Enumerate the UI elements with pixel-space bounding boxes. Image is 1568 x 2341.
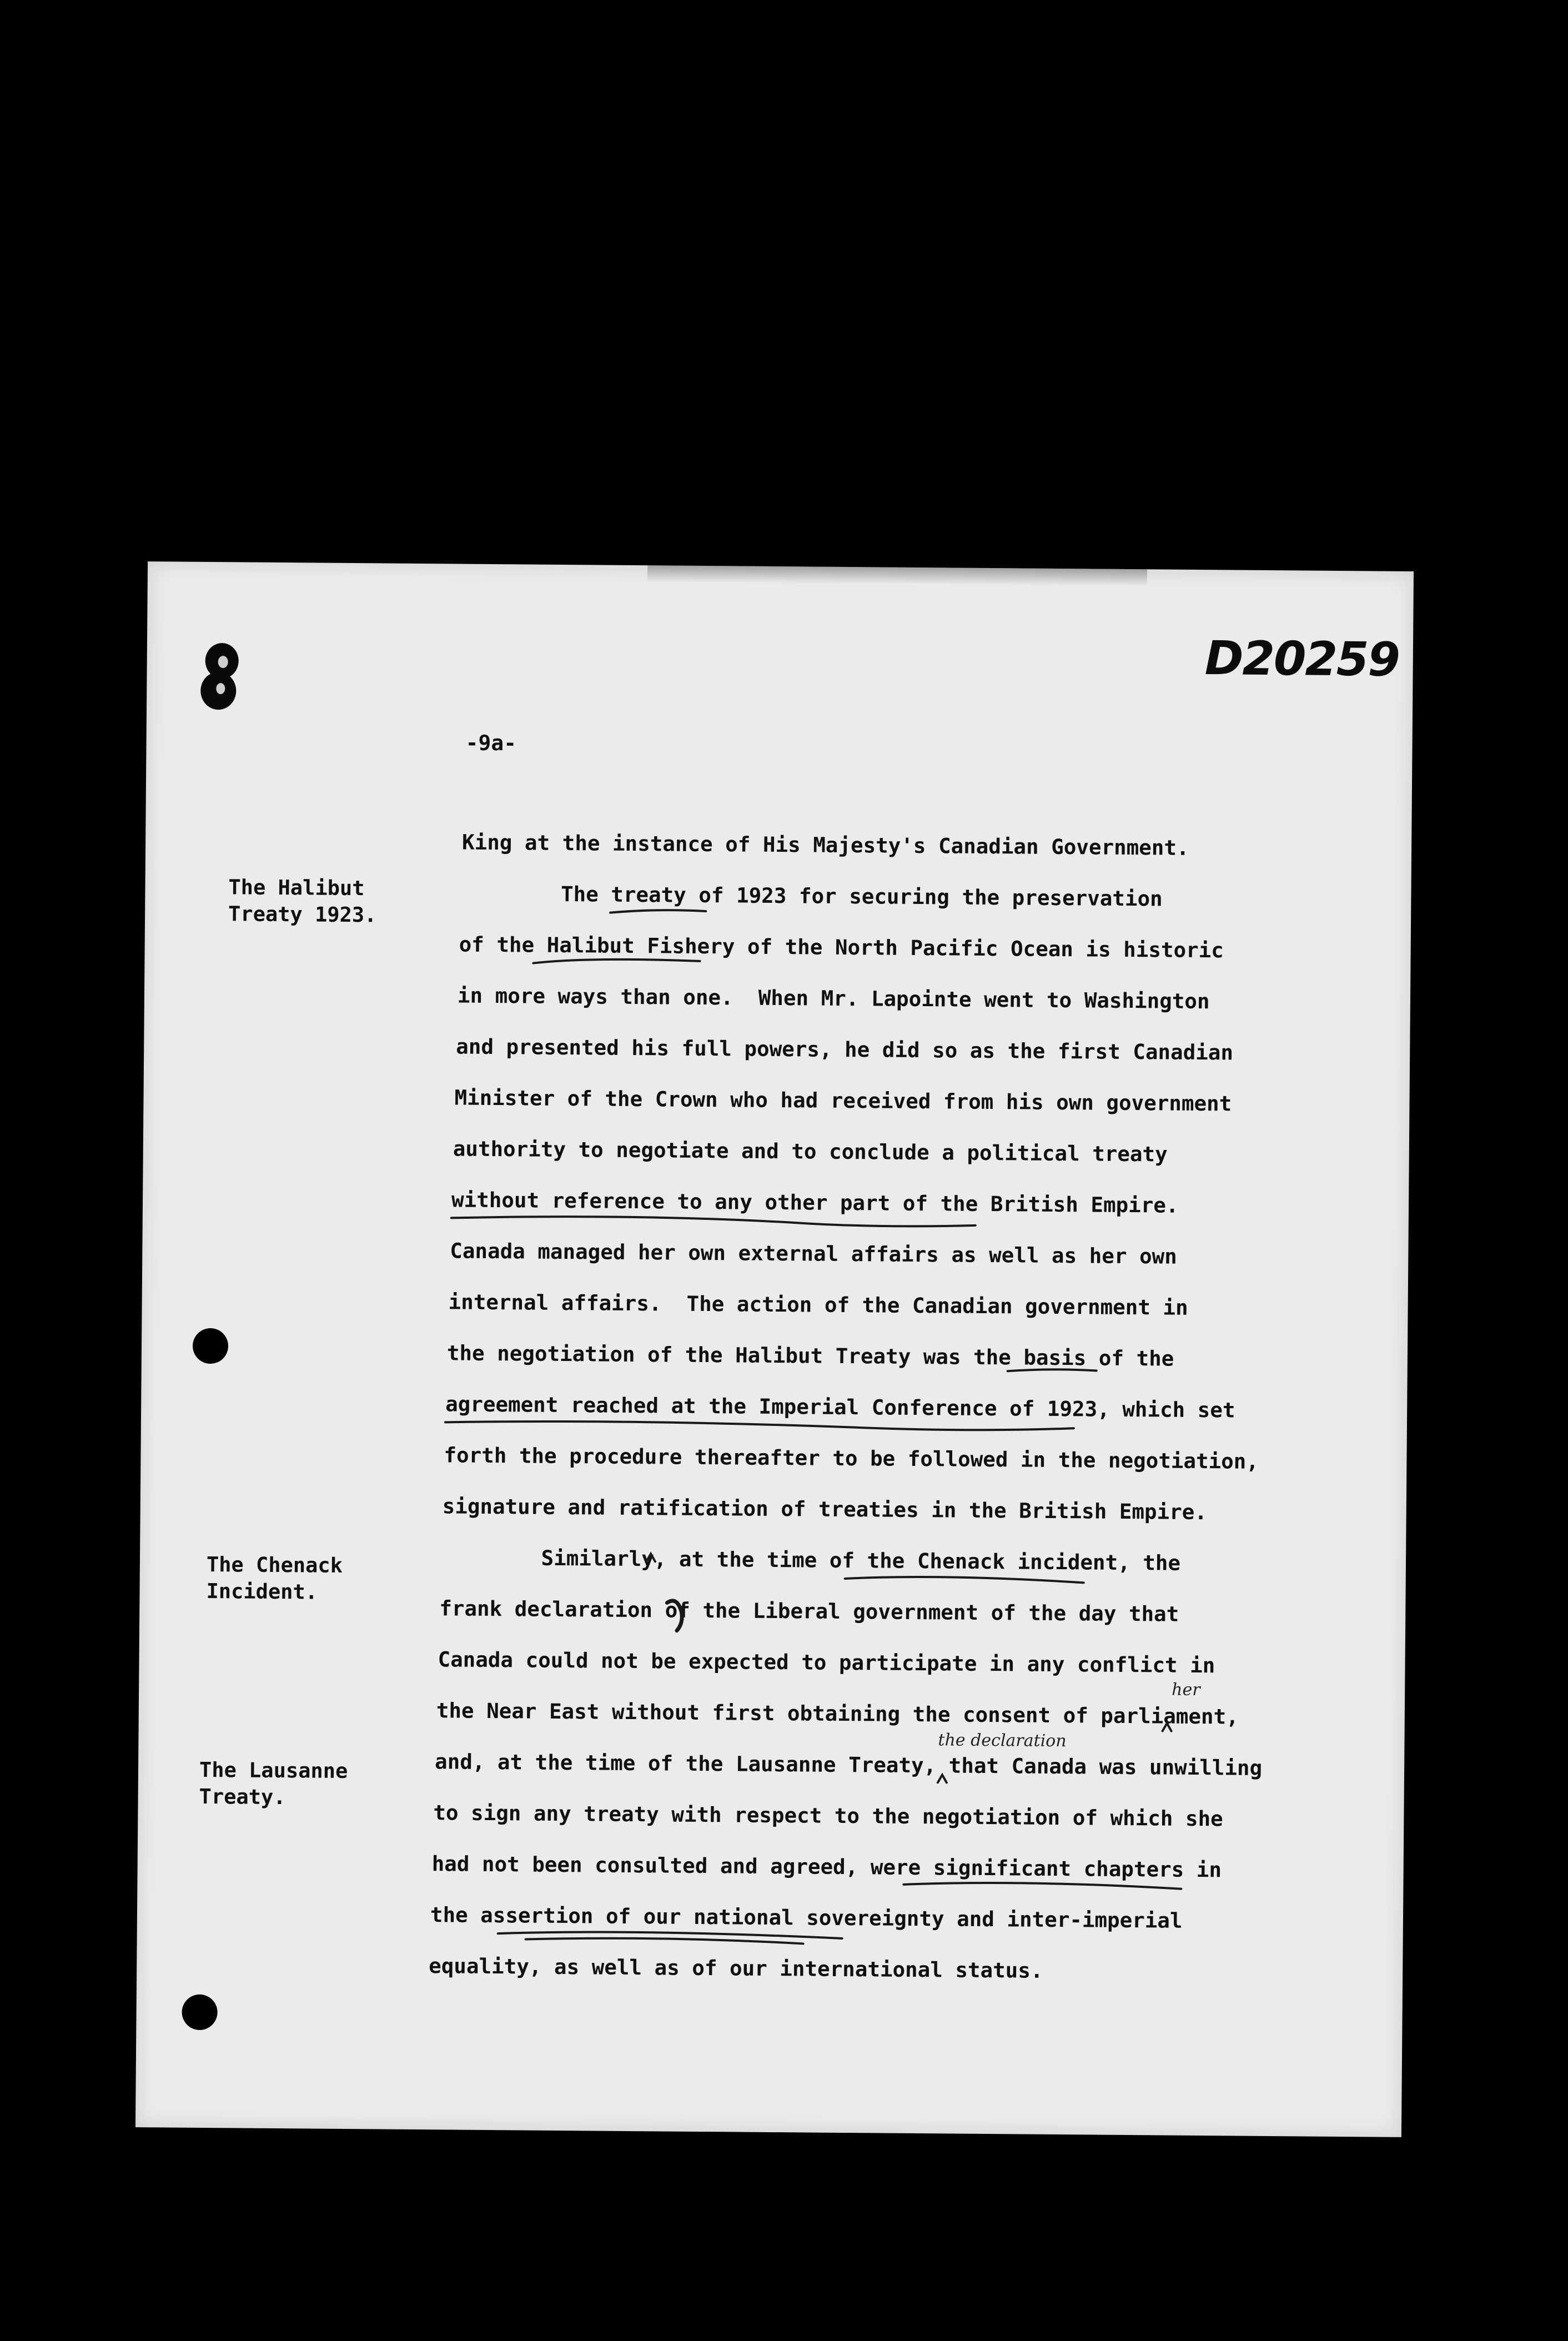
handwritten-insertion-her: her [1172,1680,1200,1700]
document-id: D20259 [1204,631,1400,687]
body-line: equality, as well as of our international status. [429,1953,1043,1983]
body-line: Canada could not be expected to participate in any conflict in [438,1647,1215,1678]
body-line: the negotiation of the Halibut Treaty was the basis of the [446,1340,1174,1371]
underline-chenack-incident [845,1576,1084,1583]
body-line: and presented his full powers, he did so as the first Canadian [456,1034,1234,1065]
underline-treaty-1923 [610,910,706,913]
punch-hole-lower [182,1995,218,2031]
body-line: and, at the time of the Lausanne Treaty, that Canada was unwilling [434,1749,1263,1780]
body-line: Canada managed her own external affairs as well as her own [450,1238,1177,1269]
body-line: internal affairs. The action of the Canadian government in [448,1289,1188,1320]
page-number: -9a- [465,730,517,756]
body-line: agreement reached at the Imperial Conference of 1923, which set [445,1391,1235,1423]
body-line: frank declaration of the Liberal government of the day that [439,1596,1179,1626]
body-line: the assertion of our national sovereignty and inter-imperial [430,1902,1183,1933]
underline-significant-chapters [903,1882,1181,1889]
margin-note-lausanne: The Lausanne Treaty. [199,1757,348,1810]
underline-without-reference [451,1215,976,1227]
underline-agreement [445,1420,1074,1431]
body-line: in more ways than one. When Mr. Lapointe went to Washington [457,983,1210,1014]
body-line: Minister of the Crown who had received from his own government [454,1085,1232,1116]
handwritten-insertion-declaration: the declaration [938,1730,1067,1751]
body-line: to sign any treaty with respect to the negotiation of which she [433,1800,1223,1831]
body-line: forth the procedure thereafter to be followed in the negotiation, [444,1443,1259,1474]
body-line: without reference to any other part of the British Empire. [451,1187,1179,1218]
body-line: the Near East without first obtaining the consent of parliament, [436,1698,1239,1729]
body-line: of the Halibut Fishery of the North Pacific Ocean is historic [459,932,1224,963]
underline-assertion [498,1931,842,1938]
margin-note-halibut: The Halibut Treaty 1923. [228,875,377,927]
body-line: Similarly, at the time of the Chenack incident, the [440,1545,1181,1575]
punch-hole-upper [193,1328,229,1364]
underline-national-sovereignty [526,1937,803,1943]
body-line: King at the instance of His Majesty's Canadian Government. [461,830,1189,860]
body-line: signature and ratification of treaties in the British Empire. [442,1494,1208,1525]
document-page [135,561,1414,2137]
paper-clip-icon [199,640,244,712]
body-line: The treaty of 1923 for securing the preservation [460,881,1163,911]
page-shadow [647,565,1147,586]
body-line: authority to negotiate and to conclude a political treaty [453,1136,1168,1167]
body-line: had not been consulted and agreed, were significant chapters in [431,1851,1222,1882]
margin-note-chenack: The Chenack Incident. [206,1552,343,1604]
